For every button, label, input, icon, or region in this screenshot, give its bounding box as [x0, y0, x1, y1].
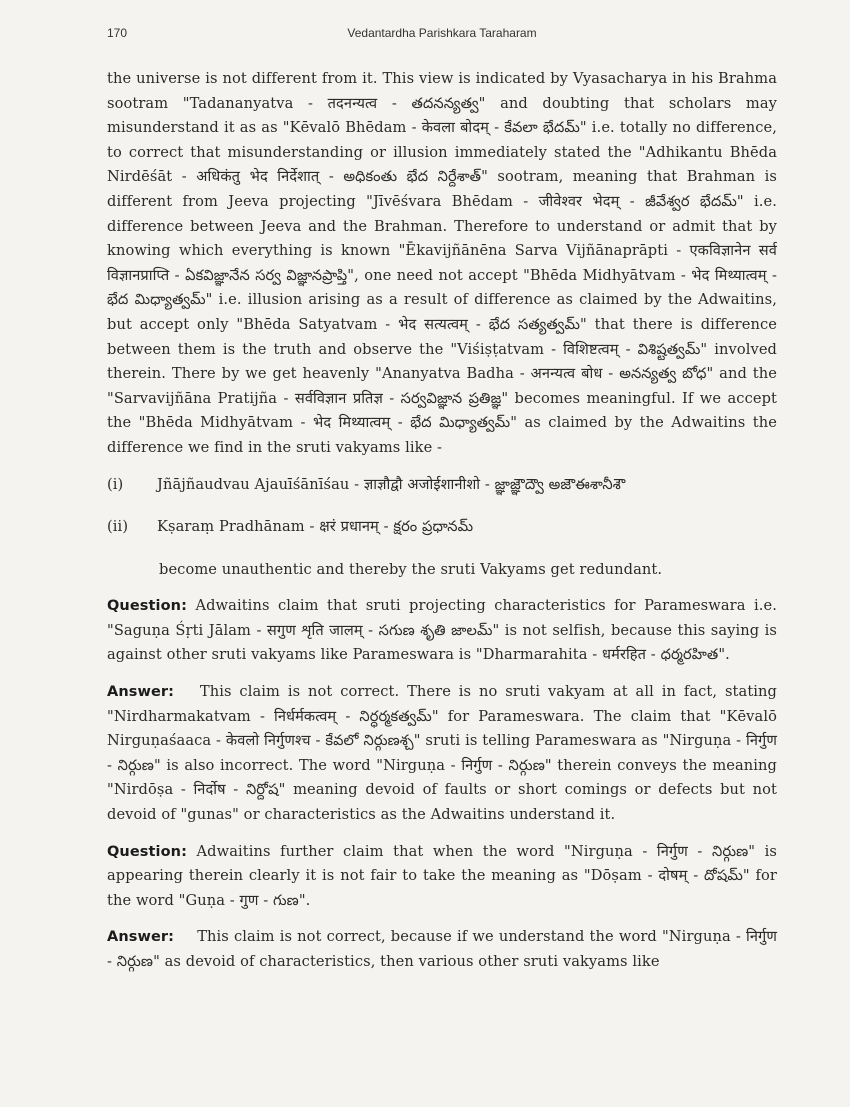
answer-label: Answer: [107, 684, 175, 701]
running-title: Vedantardha Parishkara Taraharam [347, 26, 537, 40]
list-item [107, 473, 777, 498]
list-number: (i) [107, 475, 124, 493]
answer-two [107, 925, 777, 974]
paragraph-universe: the universe is not different from it. This view is indicated by Vyasacharya in his Brahma sootram "Tadananyatva - तदनन्यत्व - తదనన్యత్వ" and doubting that scholars may misunderstand it as as "Kēvalō Bhēdam - केवला बोदम् - కేవలా భేదమ్" i.e. totally no difference, to correct that misunderstanding or illusion immediately stated the "Adhikantu Bhēda Nirdēśāt - अधिकंतु भेद निर्देशात् - అధికంతు భేద నిర్దేశాత్" sootram, meaning that Brahman is different from Jeeva projecting "Jīvēśvara Bhēdam - जीवेश्वर भेदम् - జీవేశ్వర భేదమ్" i.e. difference between Jeeva and the Brahman. Therefore to understand or admit that by knowing which everything is known "Ēkavijñānēna Sarva Vijñānaprāpti - एकविज्ञानेन सर्व विज्ञानप्राप्ति - ఏకవిజ్ఞానేన సర్వ విజ్ఞానప్రాప్తి", one need not accept "Bhēda Midhyātvam - भेद मिथ्यात्वम् - భేద మిధ్యాత్వమ్" i.e. illusion arising as a result of difference as claimed by the Adwaitins, but accept only "Bhēda Satyatvam - भेद सत्यत्वम् - భేద సత్యత్వమ్" that there is difference between them is the truth and observe the "Viśiṣṭatvam - विशिष्टत्वम् - విశిష్టత్వమ్" involved therein. There by we get heavenly "Ananyatva Badha - अनन्यत्व बोध - అనన్యత్వ బోధ" and the "Sarvavijñāna Pratijña - सर्वविज्ञान प्रतिज्ञ - సర్వవిజ్ఞాన ప్రతిజ్ఞ" becomes meaningful. If we accept the "Bhēda Midhyātvam - भेद मिथ्यात्वम् - భేద మిధ్యాత్వమ్" as claimed by the Adwaitins the difference we find in the sruti vakyams like - [107, 70, 777, 456]
question-text: Adwaitins further claim that when the word "Nirguṇa - निर्गुण - నిర్గుణ" is appearing therein clearly it is not fair to take the meaning as "Dōṣam - दोषम् - దోషమ్" for the word "Guṇa - गुण - గుణ". [107, 842, 777, 909]
answer-label: Answer: [107, 929, 175, 946]
list-text: Kṣaraṃ Pradhānam - क्षरं प्रधानम् - క్షరం ప్రధానమ్ [157, 518, 474, 536]
answer-one [107, 680, 777, 828]
answer-text: This claim is not correct. There is no sruti vakyam at all in fact, stating "Nirdharmakatvam - निर्धर्मकत्वम् - నిర్ధర్మకత్వమ్" for Parameswara. The claim that "Kēvalō Nirguṇaśaaca - केवलो निर्गुणश्च - కేవలో నిర్గుణశ్చ" sruti is telling Parameswara as "Nirguṇa - निर्गुण - నిర్గుణ" is also incorrect. The word "Nirguṇa - निर्गुण - నిర్గుణ" therein conveys the meaning "Nirdōṣa - निर्दोष - నిర్దోష" meaning devoid of faults or short comings or defects but not devoid of "gunas" or characteristics as the Adwaitins understand it. [107, 683, 777, 824]
page-body [107, 67, 777, 987]
question-two [107, 840, 777, 914]
question-label: Question: [107, 843, 187, 860]
paragraph-unauthentic: become unauthentic and thereby the sruti Vakyams get redundant. [159, 560, 663, 578]
page-header [107, 26, 777, 42]
question-label: Question: [107, 598, 187, 615]
list-item [107, 515, 777, 540]
list-number: (ii) [107, 518, 129, 536]
list-text: Jñājñaudvau Ajauīśānīśau - ज्ञाज्ञौद्वौ अजोईशानीशो - జ్ఞాజ్ఞౌద్వౌ అజౌఈశానీశౌ [157, 475, 626, 493]
question-text: Adwaitins claim that sruti projecting characteristics for Parameswara i.e. "Saguṇa Śṛti Jālam - सगुण शृति जालम् - సగుణ శృతి జాలమ్" is not selfish, because this saying is against other sruti vakyams like Parameswara is "Dharmarahita - धर्मरहित - ధర్మరహిత". [107, 597, 777, 664]
page-number: 170 [107, 26, 128, 40]
question-one [107, 594, 777, 668]
answer-text: This claim is not correct, because if we understand the word "Nirguṇa - निर्गुण - నిర్గుణ" as devoid of characteristics, then various other sruti vakyams like [107, 928, 777, 970]
